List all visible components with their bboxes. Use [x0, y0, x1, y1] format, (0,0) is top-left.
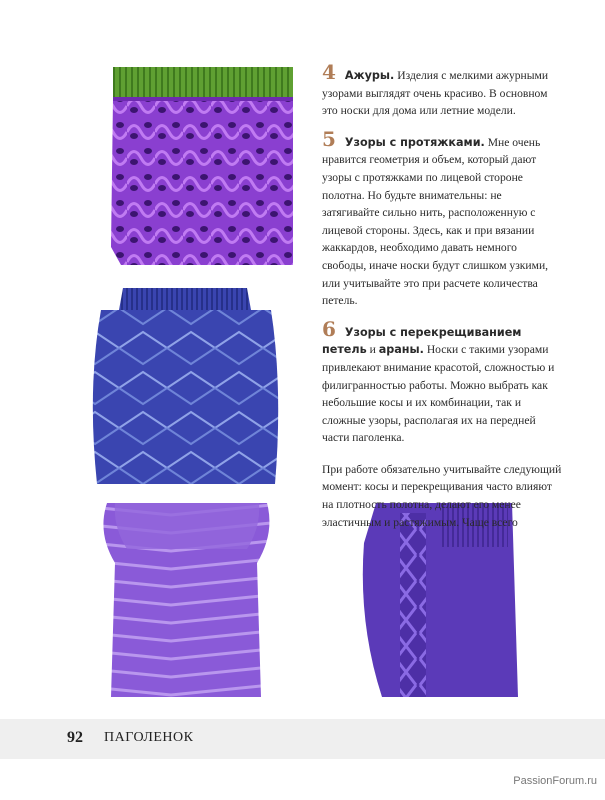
chevron-sock-photo	[71, 503, 299, 697]
cable-sock-purple-photo	[322, 503, 555, 697]
item-number: 5	[322, 126, 336, 151]
list-item-6	[322, 316, 562, 447]
item-number: 4	[322, 60, 336, 84]
item-text: Носки с такими узорами привлекают внимание красотой, сложностью и филигранностью работы. Можно выбрать как небольшие косы и их комбинации, так и сложные узоры, располагая их на передней части паголенка.	[322, 343, 555, 445]
item-heading: Ажуры.	[344, 69, 395, 82]
item-heading-2: араны.	[378, 343, 424, 357]
item-number: 6	[322, 316, 336, 341]
section-title: ПАГОЛЕНОК	[104, 730, 194, 745]
body-paragraph: При работе обязательно учитывайте следующий момент: косы и перекрещивания часто влияют на плотность полотна, делают его менее эластичным и растяжимым. Чаще всего	[322, 462, 562, 529]
item-connector: и	[366, 343, 379, 357]
item-text: Мне очень нравится геометрия и объем, который дают узоры с протяжками по лицевой стороне полотна. Но будьте внимательны: не затягивайте сильно нить, расположенную с лицевой стороны. Здесь, как и при вязании жаккардов, необходимо давать немного свободы, иначе носки будут слишком узкими, или учитывайте это при расчете количества петель.	[322, 135, 549, 308]
page-number: 92	[67, 729, 83, 746]
watermark: PassionForum.ru	[513, 775, 597, 787]
footer-bar	[0, 719, 605, 759]
item-heading: Узоры с протяжками.	[344, 135, 485, 149]
lace-sock-photo	[71, 67, 299, 265]
item-heading: Узоры с перекрещиванием петель	[322, 325, 522, 357]
list-item-5	[322, 126, 562, 310]
item-text: Изделия с мелкими ажурными узорами выглядят очень красиво. В основном это носки для дома или летние модели.	[322, 69, 549, 118]
text-column	[322, 60, 562, 531]
cable-sock-blue-photo	[71, 288, 299, 484]
list-item-4	[322, 60, 562, 120]
